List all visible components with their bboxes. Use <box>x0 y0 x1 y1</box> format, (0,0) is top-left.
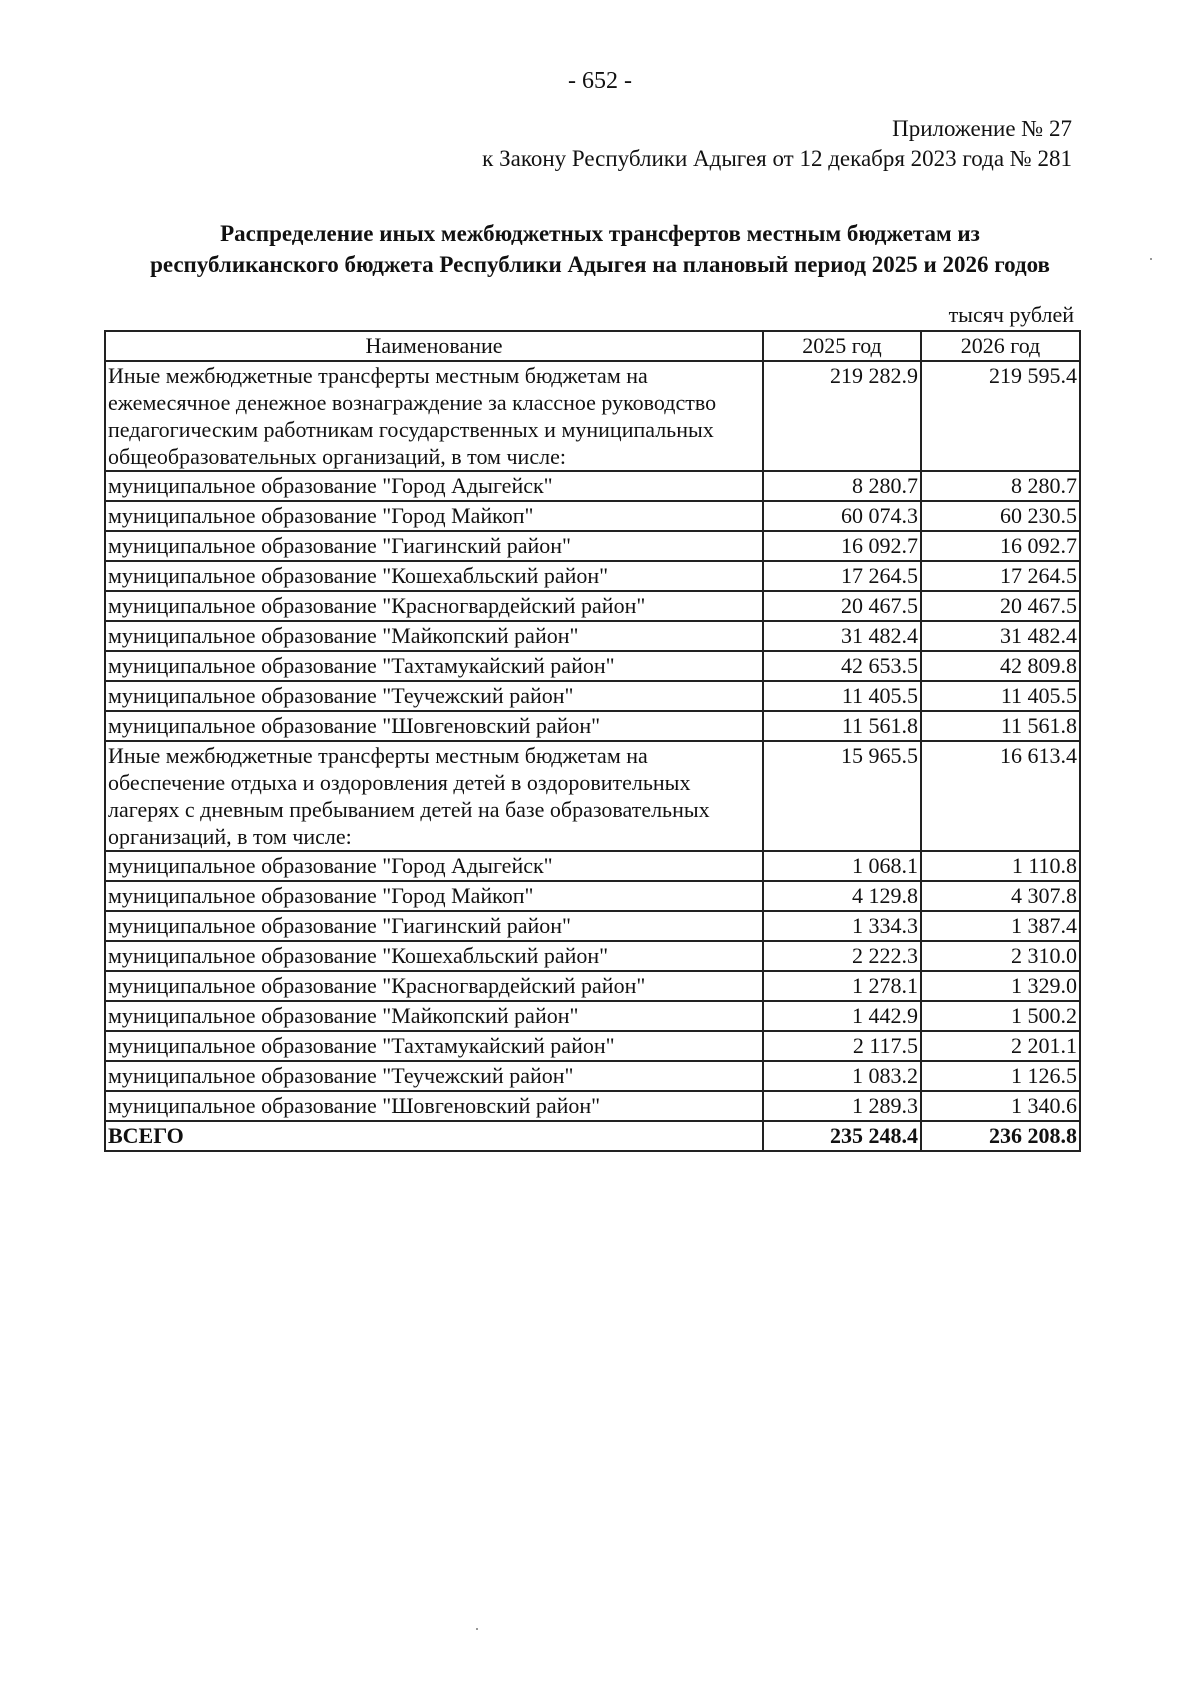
municipality-name: муниципальное образование "Красногвардейский район" <box>105 591 763 621</box>
value-2026: 42 809.8 <box>921 651 1080 681</box>
table-row <box>105 711 1080 741</box>
group-name: Иные межбюджетные трансферты местным бюджетам на ежемесячное денежное вознаграждение за классное руководство педагогическим работникам государственных и муниципальных общеобразовательных организаций, в том числе: <box>105 361 763 471</box>
value-2026: 11 561.8 <box>921 711 1080 741</box>
total-label: ВСЕГО <box>105 1121 763 1151</box>
table-row <box>105 1061 1080 1091</box>
value-2026: 17 264.5 <box>921 561 1080 591</box>
municipality-name: муниципальное образование "Город Адыгейск" <box>105 851 763 881</box>
total-row <box>105 1121 1080 1151</box>
municipality-name: муниципальное образование "Кошехабльский район" <box>105 941 763 971</box>
municipality-name: муниципальное образование "Кошехабльский район" <box>105 561 763 591</box>
value-2025: 2 117.5 <box>763 1031 921 1061</box>
table-row <box>105 651 1080 681</box>
table-row <box>105 561 1080 591</box>
law-reference: к Закону Республики Адыгея от 12 декабря 2023 года № 281 <box>482 146 1072 171</box>
table-row <box>105 851 1080 881</box>
group-value-2026: 219 595.4 <box>921 361 1080 471</box>
appendix-label: Приложение № 27 <box>892 116 1072 141</box>
value-2026: 2 201.1 <box>921 1031 1080 1061</box>
municipality-name: муниципальное образование "Тахтамукайский район" <box>105 651 763 681</box>
table-row <box>105 881 1080 911</box>
column-header-2025: 2025 год <box>763 331 921 361</box>
value-2026: 1 340.6 <box>921 1091 1080 1121</box>
table-row <box>105 911 1080 941</box>
group-value-2026: 16 613.4 <box>921 741 1080 851</box>
value-2026: 8 280.7 <box>921 471 1080 501</box>
value-2026: 1 126.5 <box>921 1061 1080 1091</box>
value-2025: 8 280.7 <box>763 471 921 501</box>
value-2025: 31 482.4 <box>763 621 921 651</box>
table-row <box>105 941 1080 971</box>
table-row <box>105 1091 1080 1121</box>
value-2026: 2 310.0 <box>921 941 1080 971</box>
total-2026: 236 208.8 <box>921 1121 1080 1151</box>
document-title <box>100 218 1100 280</box>
value-2026: 1 329.0 <box>921 971 1080 1001</box>
table-row <box>105 621 1080 651</box>
scan-speck <box>476 1628 478 1630</box>
value-2026: 1 110.8 <box>921 851 1080 881</box>
total-2025: 235 248.4 <box>763 1121 921 1151</box>
group-name: Иные межбюджетные трансферты местным бюджетам на обеспечение отдыха и оздоровления детей в оздоровительных лагерях с дневным пребыванием детей на базе образовательных организаций, в том числе: <box>105 741 763 851</box>
page-number: - 652 - <box>568 68 632 94</box>
value-2025: 1 334.3 <box>763 911 921 941</box>
group-value-2025: 15 965.5 <box>763 741 921 851</box>
value-2025: 1 289.3 <box>763 1091 921 1121</box>
table-row <box>105 971 1080 1001</box>
value-2026: 4 307.8 <box>921 881 1080 911</box>
municipality-name: муниципальное образование "Шовгеновский район" <box>105 1091 763 1121</box>
budget-table <box>104 330 1081 1152</box>
table-row <box>105 1031 1080 1061</box>
table-header-row <box>105 331 1080 361</box>
value-2026: 20 467.5 <box>921 591 1080 621</box>
municipality-name: муниципальное образование "Тахтамукайский район" <box>105 1031 763 1061</box>
value-2025: 11 405.5 <box>763 681 921 711</box>
value-2025: 11 561.8 <box>763 711 921 741</box>
table-row <box>105 1001 1080 1031</box>
table-row <box>105 501 1080 531</box>
municipality-name: муниципальное образование "Город Адыгейск" <box>105 471 763 501</box>
value-2025: 1 442.9 <box>763 1001 921 1031</box>
value-2025: 1 278.1 <box>763 971 921 1001</box>
column-header-name: Наименование <box>105 331 763 361</box>
value-2026: 11 405.5 <box>921 681 1080 711</box>
municipality-name: муниципальное образование "Город Майкоп" <box>105 501 763 531</box>
document-title-line-1: Распределение иных межбюджетных трансфертов местным бюджетам из <box>220 221 980 246</box>
value-2026: 31 482.4 <box>921 621 1080 651</box>
value-2025: 4 129.8 <box>763 881 921 911</box>
group-value-2025: 219 282.9 <box>763 361 921 471</box>
scan-speck <box>1150 258 1152 260</box>
value-2025: 60 074.3 <box>763 501 921 531</box>
table-row <box>105 591 1080 621</box>
municipality-name: муниципальное образование "Шовгеновский район" <box>105 711 763 741</box>
table-row <box>105 681 1080 711</box>
group-row-children-camps <box>105 741 1080 851</box>
municipality-name: муниципальное образование "Майкопский район" <box>105 1001 763 1031</box>
municipality-name: муниципальное образование "Гиагинский район" <box>105 911 763 941</box>
municipality-name: муниципальное образование "Красногвардейский район" <box>105 971 763 1001</box>
value-2026: 60 230.5 <box>921 501 1080 531</box>
units-label: тысяч рублей <box>948 302 1074 327</box>
value-2026: 1 500.2 <box>921 1001 1080 1031</box>
table-row <box>105 471 1080 501</box>
value-2026: 16 092.7 <box>921 531 1080 561</box>
municipality-name: муниципальное образование "Город Майкоп" <box>105 881 763 911</box>
value-2025: 20 467.5 <box>763 591 921 621</box>
value-2025: 2 222.3 <box>763 941 921 971</box>
column-header-2026: 2026 год <box>921 331 1080 361</box>
value-2025: 1 068.1 <box>763 851 921 881</box>
group-row-class-guidance <box>105 361 1080 471</box>
value-2025: 16 092.7 <box>763 531 921 561</box>
municipality-name: муниципальное образование "Майкопский район" <box>105 621 763 651</box>
table-row <box>105 531 1080 561</box>
municipality-name: муниципальное образование "Теучежский район" <box>105 681 763 711</box>
value-2026: 1 387.4 <box>921 911 1080 941</box>
municipality-name: муниципальное образование "Теучежский район" <box>105 1061 763 1091</box>
document-title-line-2: республиканского бюджета Республики Адыгея на плановый период 2025 и 2026 годов <box>150 252 1050 277</box>
municipality-name: муниципальное образование "Гиагинский район" <box>105 531 763 561</box>
value-2025: 42 653.5 <box>763 651 921 681</box>
value-2025: 1 083.2 <box>763 1061 921 1091</box>
value-2025: 17 264.5 <box>763 561 921 591</box>
